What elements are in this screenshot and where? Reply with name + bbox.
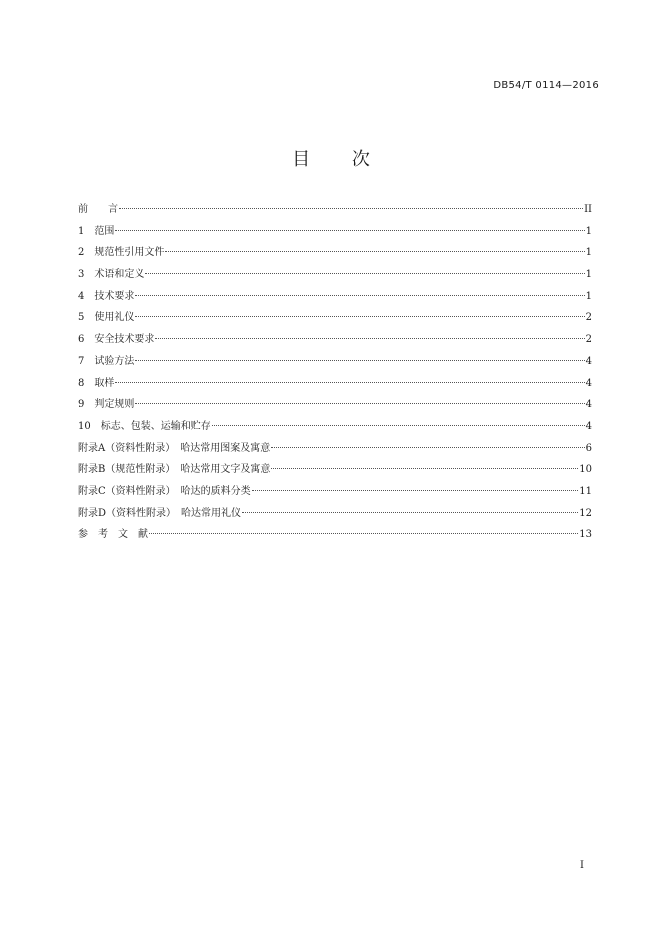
toc-entry[interactable] — [78, 307, 592, 329]
toc-entry-page: 2 — [585, 312, 592, 324]
toc-entry-label: 10 标志、包装、运输和贮存 — [78, 420, 211, 432]
toc-leader — [165, 251, 584, 252]
toc-leader — [271, 447, 584, 448]
toc-entry-page: 2 — [585, 334, 592, 346]
toc-entry[interactable] — [78, 438, 592, 460]
toc-entry-label: 9 判定规则 — [78, 399, 135, 411]
toc-entry[interactable] — [78, 481, 592, 503]
page-title — [0, 145, 662, 171]
toc-entry[interactable] — [78, 503, 592, 525]
toc-entry-page: 11 — [579, 485, 592, 497]
toc-entry-page: 4 — [585, 377, 592, 389]
toc-leader — [119, 208, 583, 209]
page-number: I — [580, 860, 584, 871]
toc-entry[interactable] — [78, 199, 592, 221]
toc-leader — [242, 512, 578, 513]
toc-entry-label: 2 规范性引用文件 — [78, 247, 165, 259]
toc-leader — [252, 490, 579, 491]
toc-entry-label: 附录C（资料性附录） 哈达的质料分类 — [78, 485, 251, 497]
toc-entry-label: 前 言 — [78, 204, 118, 215]
toc-entry-label: 1 范围 — [78, 225, 115, 237]
toc-entry-label: 3 术语和定义 — [78, 269, 145, 281]
toc-entry-label: 7 试验方法 — [78, 355, 135, 367]
toc-leader — [115, 382, 584, 383]
toc-entry-page: 12 — [579, 507, 592, 519]
toc-entry-page: 6 — [585, 442, 592, 454]
toc-entry[interactable] — [78, 351, 592, 373]
toc-entry-label: 参 考 文 献 — [78, 529, 148, 541]
toc-entry[interactable] — [78, 221, 592, 243]
toc-entry-page: 1 — [585, 247, 592, 259]
toc-entry[interactable] — [78, 264, 592, 286]
toc-entry[interactable] — [78, 329, 592, 351]
table-of-contents — [78, 199, 592, 546]
toc-entry-page: 10 — [579, 464, 592, 476]
toc-leader — [135, 403, 584, 404]
toc-entry-label: 附录B（规范性附录） 哈达常用文字及寓意 — [78, 464, 271, 476]
toc-entry[interactable] — [78, 459, 592, 481]
toc-leader — [212, 425, 585, 426]
toc-leader — [155, 338, 584, 339]
toc-entry-label: 4 技术要求 — [78, 290, 135, 302]
toc-entry-page: 4 — [585, 420, 592, 432]
toc-entry-page: 1 — [585, 290, 592, 302]
toc-leader — [271, 468, 578, 469]
toc-entry-label: 6 安全技术要求 — [78, 334, 155, 346]
toc-entry[interactable] — [78, 416, 592, 438]
standard-code: DB54/T 0114—2016 — [493, 80, 599, 91]
toc-entry-label: 附录D（资料性附录） 哈达常用礼仪 — [78, 507, 242, 519]
toc-entry-page: II — [584, 204, 592, 215]
toc-entry[interactable] — [78, 524, 592, 546]
toc-leader — [115, 230, 584, 231]
toc-entry-page: 4 — [585, 399, 592, 411]
toc-entry[interactable] — [78, 373, 592, 395]
toc-leader — [135, 316, 584, 317]
toc-entry-label: 8 取样 — [78, 377, 115, 389]
toc-entry[interactable] — [78, 286, 592, 308]
toc-entry-page: 1 — [585, 269, 592, 281]
toc-entry-page: 4 — [585, 355, 592, 367]
toc-entry-label: 5 使用礼仪 — [78, 312, 135, 324]
title-char-2: 次 — [351, 149, 370, 170]
toc-entry-page: 13 — [579, 529, 592, 541]
toc-leader — [149, 533, 578, 534]
toc-entry[interactable] — [78, 394, 592, 416]
toc-leader — [135, 360, 584, 361]
toc-leader — [135, 295, 584, 296]
toc-entry[interactable] — [78, 242, 592, 264]
toc-entry-page: 1 — [585, 225, 592, 237]
title-char-1: 目 — [292, 149, 311, 170]
toc-leader — [145, 273, 584, 274]
toc-entry-label: 附录A（资料性附录） 哈达常用图案及寓意 — [78, 442, 271, 454]
